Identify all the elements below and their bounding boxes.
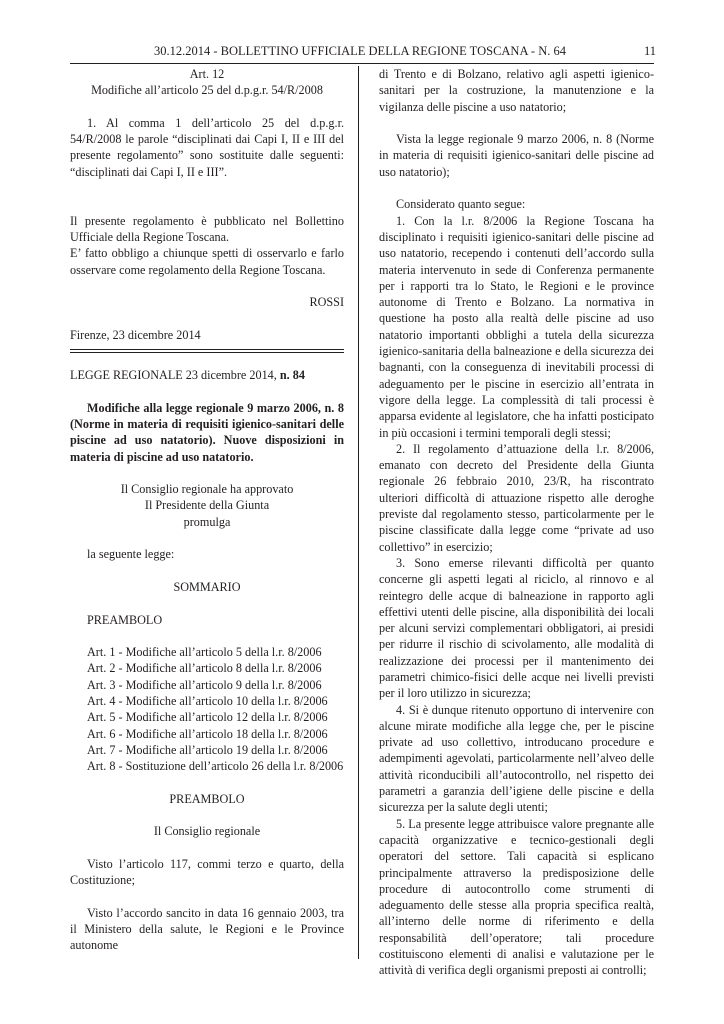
accordo-continuation: di Trento e di Bolzano, relativo agli aspetti igienico-sanitari per la costruzione, la manutenzione e la vigilanza delle piscine a uso natatorio; [379,67,654,114]
page-number: 11 [644,44,657,58]
summary-item: Art. 6 - Modifiche all’articolo 18 della l.r. 8/2006 [87,726,328,741]
publication-clause: Il presente regolamento è pubblicato nel Bollettino Ufficiale della Regione Toscana. [70,213,344,244]
summary-item: Art. 8 - Sostituzione dell’articolo 26 della l.r. 8/2006 [87,759,344,774]
obligation-clause: E’ fatto obbligo a chiunque spetti di osservarlo e farlo osservare come regolamento della Regione Toscana. [70,246,344,277]
summary-item: Art. 5 - Modifiche all’articolo 12 della l.r. 8/2006 [87,710,328,725]
visto-legge-regionale: Vista la legge regionale 9 marzo 2006, n. 8 (Norme in materia di requisiti igienico-sanitari delle piscine ad uso natatorio); [379,132,654,179]
visto-accordo: Visto l’accordo sancito in data 16 gennaio 2003, tra il Ministero della salute, le Regioni e le Province autonome [70,905,344,953]
summary-list [70,644,344,774]
summary-item: Art. 3 - Modifiche all’articolo 9 della l.r. 8/2006 [87,677,322,692]
left-column [70,66,344,954]
law-title-text: Modifiche alla legge regionale 9 marzo 2006, n. 8 (Norme in materia di requisiti igienico-sanitari delle piscine ad uso natatorio). Nuove disposizioni in materia di piscine ad uso natatorio. [70,400,344,464]
column-divider [358,66,359,959]
signature: ROSSI [309,295,344,310]
sommario-heading: SOMMARIO [173,579,241,594]
law-heading [70,367,344,383]
summary-item: Art. 1 - Modifiche all’articolo 5 della l.r. 8/2006 [87,645,322,660]
following-law-intro: la seguente legge: [87,547,175,562]
approval-line-3: promulga [183,514,231,529]
article-12-subtitle: Modifiche all’articolo 25 del d.p.g.r. 54/R/2008 [91,83,323,98]
right-column [379,66,654,979]
considerato-point-1: 1. Con la l.r. 8/2006 la Regione Toscana ha disciplinato i requisiti igienico-sanitari delle piscine ad uso natatorio, recependo i contenuti dell’accordo sulla materia intervenuto in sede di Conferenza permanente per i rapporti tra lo Stato, le Regioni e le province autonome di Trento e Bolzano. La normativa in questione ha posto alla realtà delle piscine ad uso natatorio importanti obblighi a tutela della sicurezza igienico-sanitaria della balneazione e della sicurezza dei bagnanti, con la conseguenza di inevitabili processi di adeguamento per le piscine in esercizio all’entrata in vigore della legge. La complessità di tali processi è apparsa evidente al legislatore, che ha infatti posticipato in più occasioni i termini temporali degli stessi; [379,213,654,440]
law-title [70,400,344,465]
summary-item: Art. 2 - Modifiche all’articolo 8 della l.r. 8/2006 [87,661,322,676]
considerato-point-2: 2. Il regolamento d’attuazione della l.r. 8/2006, emanato con decreto del Presidente della Giunta regionale 26 febbraio 2010, 23/R, ha riscontrato ulteriori difficoltà di attuazione rispetto alle deroghe previste dal regolamento stesso, particolarmente per le piscine classificate dalla legge come “private ad uso collettivo” in esercizio; [379,441,654,554]
article-12-paragraph: 1. Al comma 1 dell’articolo 25 del d.p.g.r. 54/R/2008 le parole “disciplinati dai Capi I, II e III del presente regolamento” sono sostituite dalle seguenti: “disciplinati dai Capi I, II e III”. [70,115,344,179]
considerato-point-4: 4. Si è dunque ritenuto opportuno di intervenire con alcune mirate modifiche alla legge che, per le piscine private ad uso collettivo, introducano procedure e adempimenti agevolati, particolarmente nell’alveo delle attività riconducibili all’autocontrollo, nel rispetto dei parametri a garanzia dell’igiene delle piscine e della sicurezza per la salute degli utenti; [379,702,654,815]
considerato-point-5: 5. La presente legge attribuisce valore pregnante alle capacità organizzative e tecnico-gestionali degli operatori del settore. Tali capacità si esplicano principalmente attraverso la predisposizione delle procedure di autocontrollo come strumenti di adeguamento delle stesse alla propria specifica realtà, all’interno delle norme di riferimento e della responsabilità dell’operatore; tali procedure costituiscono elementi di analisi e valutazione per le attività di verifica degli organismi preposti ai controlli; [379,816,654,978]
law-number: n. 84 [279,368,305,383]
bulletin-header-title: 30.12.2014 - BOLLETTINO UFFICIALE DELLA REGIONE TOSCANA - N. 64 [153,44,566,58]
law-heading-prefix: LEGGE REGIONALE 23 dicembre 2014, [70,368,280,383]
article-12-title: Art. 12 [189,67,225,81]
visto-costituzione: Visto l’articolo 117, commi terzo e quarto, della Costituzione; [70,856,344,888]
summary-item: Art. 7 - Modifiche all’articolo 19 della l.r. 8/2006 [87,742,328,757]
approval-line-1: Il Consiglio regionale ha approvato [120,482,294,497]
place-and-date: Firenze, 23 dicembre 2014 [70,327,201,342]
header-rule [70,63,654,64]
preambolo-heading: PREAMBOLO [169,791,245,806]
considerato-intro: Considerato quanto segue: [396,197,526,212]
approval-line-2: Il Presidente della Giunta [144,498,270,513]
summary-item: Art. 4 - Modifiche all’articolo 10 della l.r. 8/2006 [87,693,328,708]
summary-preambolo: PREAMBOLO [87,612,163,627]
considerato-point-3: 3. Sono emerse rilevanti difficoltà per quanto concerne gli aspetti legati al riciclo, al rinnovo e al reintegro delle acque di balneazione in rapporto agli effettivi utenti delle piscine, alla disponibilità dei locali per alcuni servizi complementari obbligatori, ai presidi per ridurre il rischio di scivolamento, alle modalità di realizzazione dei processi per il mantenimento dei parametri chimico-fisici delle acque nei livelli previsti per il loro utilizzo in sicurezza; [379,555,654,701]
page-header [0,44,724,60]
council-heading: Il Consiglio regionale [153,824,261,839]
